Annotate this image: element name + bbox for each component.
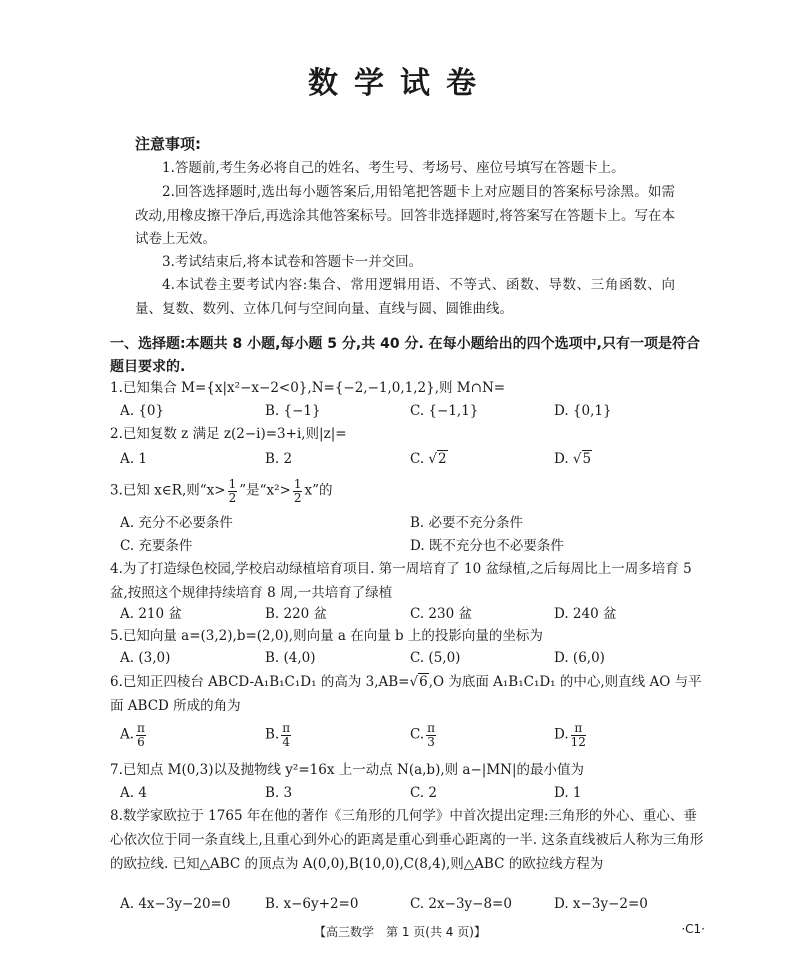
option-d: D. (6,0) [554,650,605,666]
option-c: C. 充要条件 [120,538,193,554]
option-d: D. 240 盆 [554,606,617,622]
question-stem: 7.已知点 M(0,3)以及抛物线 y²=16x 上一动点 N(a,b),则 a−|MN|的最小值为 [110,762,585,778]
page-footer: 【高三数学 第 1 页(共 4 页)】 [314,925,486,939]
option-c: C. 230 盆 [410,606,472,622]
option-a: A. 4 [120,785,147,801]
option-b: B. {−1} [265,403,321,419]
option-a: A. (3,0) [120,650,171,666]
option-c: C. √2 [410,451,447,467]
page-code: ·C1· [681,922,705,936]
question-stem: 4.为了打造绿色校园,学校启动绿植培育项目. 第一周培育了 10 盆绿植,之后每周比上一周多培育 5 盆,按照这个规律持续培育 8 周,一共培育了绿植 [110,561,692,601]
question-stem: 8.数学家欧拉于 1765 年在他的著作《三角形的几何学》中首次提出定理:三角形的外心、重心、垂心依次位于同一条直线上,且重心到外心的距离是重心到垂心距离的一半. 这条直线被后人称为三角形的欧拉线. 已知△ABC 的顶点为 A(0,0),B(10,0),C(8,4),则△ABC 的欧拉线方程为 [110,808,704,872]
option-a: A. 210 盆 [120,606,182,622]
option-a: A. 1 [120,451,147,467]
option-b: B. 220 盆 [265,606,328,622]
question-options [120,891,700,917]
option-d: D. $\frac{\pi}{12}$ [554,721,586,749]
page-title: 数学试卷 [308,66,492,101]
option-d: D. {0,1} [554,403,612,419]
option-b: B. (4,0) [265,650,316,666]
option-d: D. 1 [554,785,582,801]
question-options [120,398,700,424]
note-item: 4.本试卷主要考试内容:集合、常用逻辑用语、不等式、函数、导数、三角函数、向量、复数、数列、立体几何与空间向量、直线与圆、圆锥曲线。 [135,277,675,317]
question-options [120,645,700,671]
note-item: 1.答题前,考生务必将自己的姓名、考生号、考场号、座位号填写在答题卡上。 [162,160,625,176]
option-b: B. 2 [265,451,293,467]
option-b: B. $\frac{\pi}{4}$ [265,721,291,749]
option-c: C. $\frac{\pi}{3}$ [410,721,436,749]
fraction: $\frac{1}{2}$ [228,477,237,505]
section-heading: 一、选择题:本题共 8 小题,每小题 5 分,共 40 分. 在每小题给出的四个选项中,只有一项是符合题目要求的. [110,336,700,375]
option-b: B. 必要不充分条件 [410,515,524,531]
question-stem: 2.已知复数 z 满足 z(2−i)=3+i,则|z|= [110,426,347,442]
option-b: B. x−6y+2=0 [265,896,359,912]
option-b: B. 3 [265,785,293,801]
question-options [120,780,700,806]
question-stem: 3.已知 x∈R,则“x> $\frac{1}{2}$ ”是“x²> $\frac{1}{2}$ x”的 [110,477,333,505]
note-item: 2.回答选择题时,选出每小题答案后,用铅笔把答题卡上对应题目的答案标号涂黑。如需改动,用橡皮擦干净后,再选涂其他答案标号。回答非选择题时,将答案写在答题卡上。写在本试卷上无效。 [135,184,675,247]
notes-heading: 注意事项: [135,135,201,153]
option-c: C. 2x−3y−8=0 [410,896,512,912]
option-d: D. x−3y−2=0 [554,896,648,912]
fraction: $\frac{1}{2}$ [293,477,302,505]
option-d: D. 既不充分也不必要条件 [410,538,564,554]
note-item: 3.考试结束后,将本试卷和答题卡一并交回。 [162,254,423,270]
option-a: A. 4x−3y−20=0 [120,896,231,912]
option-c: C. (5,0) [410,650,461,666]
option-a: A. 充分不必要条件 [120,515,233,531]
question-options [120,533,700,559]
question-stem: 6.已知正四棱台 ABCD-A₁B₁C₁D₁ 的高为 3,AB=√6,O 为底面 A₁B₁C₁D₁ 的中心,则直线 AO 与平面 ABCD 所成的角为 [110,674,702,714]
question-stem: 5.已知向量 a=(3,2),b=(2,0),则向量 a 在向量 b 上的投影向量的坐标为 [110,628,543,644]
option-a: A. $\frac{\pi}{6}$ [120,721,145,749]
question-stem: 1.已知集合 M={x|x²−x−2<0},N={−2,−1,0,1,2},则 M∩N= [110,380,506,396]
option-d: D. √5 [554,451,592,467]
option-c: C. 2 [410,785,438,801]
question-options [120,446,700,472]
option-a: A. {0} [120,403,165,419]
option-c: C. {−1,1} [410,403,479,419]
